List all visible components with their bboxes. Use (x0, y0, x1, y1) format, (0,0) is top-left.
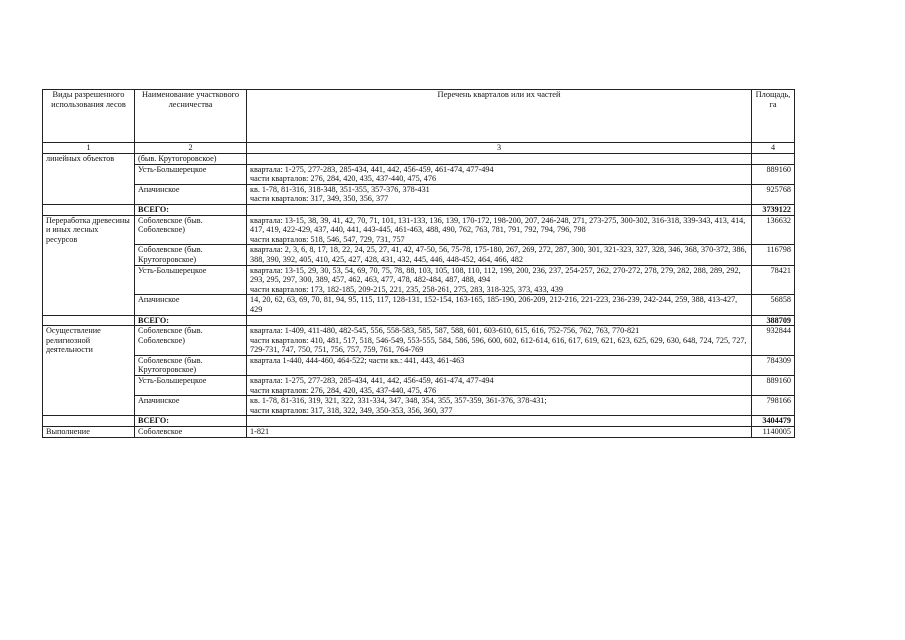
area-cell: 925768 (752, 184, 795, 204)
total-value: 3404479 (752, 416, 795, 427)
quarters-cell (247, 396, 752, 416)
use-type-cell: Осуществление религиозной деятельности (43, 326, 135, 416)
table-row (43, 154, 795, 165)
forestry-name-cell: (быв. Крутогоровское) (135, 154, 247, 165)
area-cell: 116798 (752, 245, 795, 265)
quarters-line: части кварталов: 276, 284, 420, 435, 437-440, 475, 476 (250, 385, 437, 395)
total-label: ВСЕГО: (135, 315, 247, 326)
total-value: 3739122 (752, 204, 795, 215)
quarters-line: 1-821 (250, 427, 270, 437)
forestry-name-cell: Соболевское (быв. Крутогоровское) (135, 245, 247, 265)
quarters-line: квартала: 2, 3, 6, 8, 17, 18, 22, 24, 25, 27, 41, 42, 47-50, 56, 75-78, 175-180, 267, 269, 272, 287, 300, 301, 321-323, 327, 328, 346, 368, 370-372, 386, 388, 390, 392, 405, 410, 425, 427, 428, 431, 432, 445, 446, 448-452, 464, 466, 482 (250, 245, 747, 264)
quarters-cell (247, 265, 752, 295)
table-row (43, 376, 795, 396)
total-label: ВСЕГО: (135, 416, 247, 427)
quarters-line: части кварталов: 173, 182-185, 209-215, 221, 235, 258-261, 275, 283, 318-325, 373, 433, 439 (250, 284, 563, 294)
quarters-line: квартала: 1-275, 277-283, 285-434, 441, 442, 456-459, 461-474, 477-494 (250, 376, 494, 386)
header-quarters-list: Перечень кварталов или их частей (247, 90, 752, 143)
forestry-name-cell: Усть-Большерецкое (135, 265, 247, 295)
quarters-cell (247, 326, 752, 356)
quarters-cell (247, 376, 752, 396)
quarters-line: квартала: 13-15, 29, 30, 53, 54, 69, 70, 75, 78, 88, 103, 105, 108, 110, 112, 199, 200, 236, 237, 254-257, 262, 270-272, 278, 279, 282, 288, 289, 292, 293, 295, 297, 300, 389, 457, 462, 463, 477, 478, 482-484, 487, 488, 494 (250, 265, 741, 285)
quarters-cell (247, 427, 752, 438)
use-type-cell: Переработка древесины и иных лесных ресурсов (43, 215, 135, 315)
area-cell: 1140005 (752, 427, 795, 438)
total-spacer (43, 204, 135, 215)
forestry-name-cell: Соболевское (135, 427, 247, 438)
forestry-name-cell: Соболевское (быв. Соболевское) (135, 215, 247, 245)
table-row (43, 164, 795, 184)
quarters-line: 14, 20, 62, 63, 69, 70, 81, 94, 95, 115, 117, 128-131, 152-154, 163-165, 185-190, 206-209, 212-216, 221-223, 236-239, 242-244, 259, 388, 413-427, 429 (250, 295, 738, 314)
area-cell: 932844 (752, 326, 795, 356)
quarters-cell (247, 164, 752, 184)
table-row (43, 265, 795, 295)
quarters-line: квартала 1-440, 444-460, 464-522; части кв.: 441, 443, 461-463 (250, 355, 465, 365)
use-type-cell: линейных объектов (43, 154, 135, 205)
table-row (43, 427, 795, 438)
total-spacer (247, 204, 752, 215)
area-cell: 798166 (752, 396, 795, 416)
quarters-cell (247, 184, 752, 204)
column-number: 4 (752, 143, 795, 154)
area-cell: 784309 (752, 355, 795, 375)
area-cell: 78421 (752, 265, 795, 295)
forestry-name-cell: Соболевское (быв. Крутогоровское) (135, 355, 247, 375)
header-area: Площадь, га (752, 90, 795, 143)
use-type-cell: Выполнение (43, 427, 135, 438)
forestry-name-cell: Усть-Большерецкое (135, 164, 247, 184)
total-value: 388709 (752, 315, 795, 326)
quarters-line: кв. 1-78, 81-316, 318-348, 351-355, 357-376, 378-431 (250, 184, 430, 194)
area-cell: 56858 (752, 295, 795, 315)
total-row (43, 315, 795, 326)
total-row (43, 204, 795, 215)
area-cell: 889160 (752, 164, 795, 184)
column-number: 3 (247, 143, 752, 154)
table-row (43, 326, 795, 356)
area-cell (752, 154, 795, 165)
forestry-name-cell: Апачинское (135, 396, 247, 416)
header-use-types: Виды разрешенного использования лесов (43, 90, 135, 143)
forestry-name-cell: Соболевское (быв. Соболевское) (135, 326, 247, 356)
quarters-cell (247, 295, 752, 315)
table-row (43, 396, 795, 416)
total-spacer (43, 416, 135, 427)
quarters-line: квартала: 13-15, 38, 39, 41, 42, 70, 71, 101, 131-133, 136, 139, 170-172, 198-200, 207, 246-248, 271, 273-275, 300-302, 316-318, 339-343, 413, 414, 417, 419, 422-429, 437, 440, 441, 443-445, 461-463, 488, 490, 762, 763, 781, 791, 792, 794, 796, 798 (250, 215, 746, 235)
area-cell: 889160 (752, 376, 795, 396)
quarters-line: части кварталов: 276, 284, 420, 435, 437-440, 475, 476 (250, 174, 437, 184)
forest-use-table (42, 89, 795, 438)
table-row (43, 355, 795, 375)
quarters-cell (247, 154, 752, 165)
quarters-line: кв. 1-78, 81-316, 319, 321, 322, 331-334, 347, 348, 354, 355, 357-359, 361-376, 378-431; (250, 396, 547, 406)
quarters-line: части кварталов: 317, 349, 350, 356, 377 (250, 194, 389, 204)
forestry-name-cell: Апачинское (135, 184, 247, 204)
total-label: ВСЕГО: (135, 204, 247, 215)
quarters-line: части кварталов: 518, 546, 547, 729, 731, 757 (250, 234, 405, 244)
quarters-cell (247, 215, 752, 245)
quarters-cell (247, 355, 752, 375)
quarters-line: части кварталов: 410, 481, 517, 518, 546-549, 553-555, 584, 586, 596, 600, 602, 612-614, 616, 617, 619, 621, 623, 625, 629, 630, 648, 724, 725, 727, 729-731, 747, 750, 751, 756, 757, 759, 761, 764-769 (250, 335, 747, 355)
header-forestry-name: Наименование участкового лесничества (135, 90, 247, 143)
quarters-line: квартала: 1-409, 411-480, 482-545, 556, 558-583, 585, 587, 588, 601, 603-610, 615, 616, 752-756, 762, 763, 770-821 (250, 326, 640, 336)
table-row (43, 245, 795, 265)
column-number: 2 (135, 143, 247, 154)
table-row (43, 184, 795, 204)
total-spacer (43, 315, 135, 326)
column-number: 1 (43, 143, 135, 154)
total-spacer (247, 416, 752, 427)
quarters-line: квартала: 1-275, 277-283, 285-434, 441, 442, 456-459, 461-474, 477-494 (250, 164, 494, 174)
table-row (43, 295, 795, 315)
quarters-cell (247, 245, 752, 265)
area-cell: 136632 (752, 215, 795, 245)
header-row (43, 90, 795, 143)
column-numbers-row (43, 143, 795, 154)
total-spacer (247, 315, 752, 326)
forestry-name-cell: Усть-Большерецкое (135, 376, 247, 396)
total-row (43, 416, 795, 427)
quarters-line: части кварталов: 317, 318, 322, 349, 350-353, 356, 360, 377 (250, 405, 453, 415)
forestry-name-cell: Апачинское (135, 295, 247, 315)
table-row (43, 215, 795, 245)
